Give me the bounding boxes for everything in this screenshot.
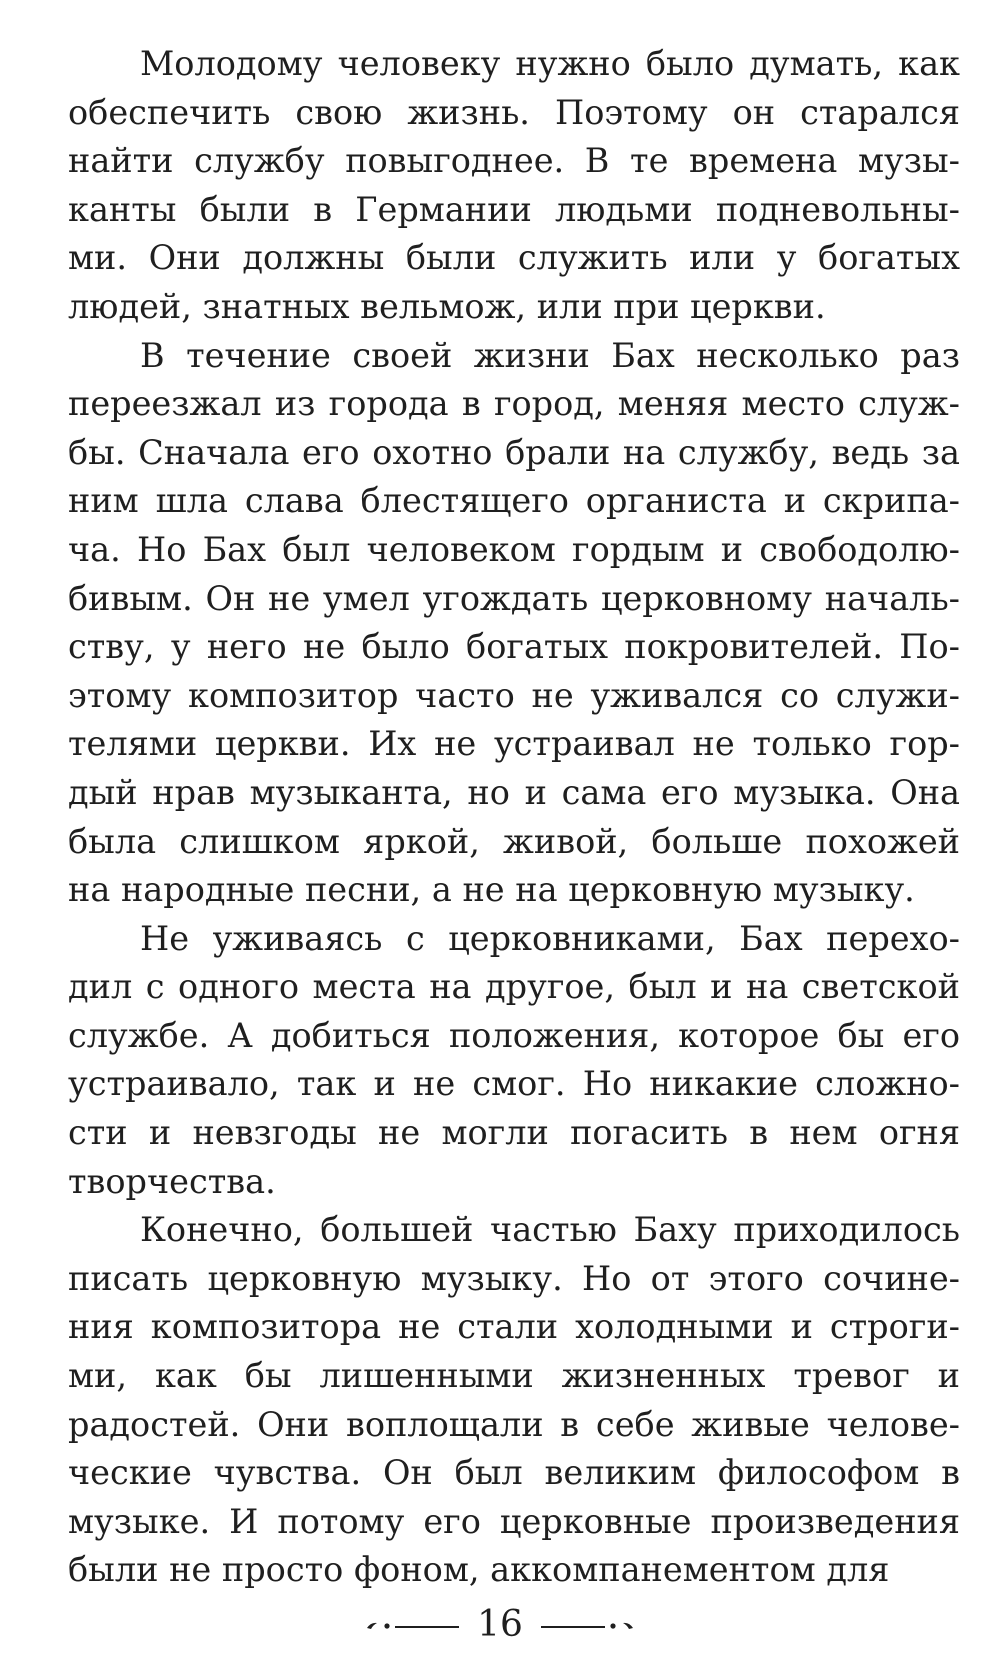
text-line: ми. Они должны были служить или у богатых xyxy=(68,238,960,278)
right-ornament-icon xyxy=(535,1617,635,1633)
text-line: радостей. Они воплощали в себе живые челове- xyxy=(68,1404,960,1444)
text-line: творчества. xyxy=(68,1161,276,1201)
text-line: телями церкви. Их не устраивал не только гор- xyxy=(68,724,960,764)
paragraph xyxy=(68,1206,960,1595)
text-line: были не просто фоном, аккомпанементом для xyxy=(68,1550,890,1590)
text-line: ния композитора не стали холодными и строги- xyxy=(68,1307,960,1347)
text-line: переезжал из города в город, меняя место служ- xyxy=(68,384,960,424)
page-body xyxy=(68,40,960,1595)
text-line: ним шла слава блестящего органиста и скрипа- xyxy=(68,481,960,521)
text-line: службе. А добиться положения, которое бы его xyxy=(68,1015,960,1055)
text-line: Молодому человеку нужно было думать, как xyxy=(140,44,960,83)
text-line: ству, у него не было богатых покровителей. По- xyxy=(68,627,960,667)
text-line: была слишком яркой, живой, больше похожей xyxy=(68,821,960,861)
text-line: ча. Но Бах был человеком гордым и свободолю- xyxy=(68,529,960,569)
paragraph xyxy=(68,40,960,332)
text-line: Не уживаясь с церковниками, Бах перехо- xyxy=(140,918,960,958)
text-line: дый нрав музыканта, но и сама его музыка. Она xyxy=(68,772,960,812)
text-line: людей, знатных вельмож, или при церкви. xyxy=(68,286,826,326)
text-line: устраивало, так и не смог. Но никакие сложно- xyxy=(68,1064,960,1104)
paragraph xyxy=(68,915,960,1207)
text-block xyxy=(68,40,960,1595)
text-line: писать церковную музыку. Но от этого сочине- xyxy=(68,1258,960,1298)
text-line: сти и невзгоды не могли погасить в нем огня xyxy=(68,1113,960,1153)
text-line: ми, как бы лишенными жизненных тревог и xyxy=(68,1356,960,1396)
left-ornament-icon xyxy=(365,1617,465,1633)
text-line: ческие чувства. Он был великим философом в xyxy=(68,1453,960,1493)
text-line: обеспечить свою жизнь. Поэтому он старался xyxy=(68,92,960,132)
text-line: канты были в Германии людьми подневольны- xyxy=(68,189,960,229)
text-line: дил с одного места на другое, был и на светской xyxy=(68,967,960,1007)
page-number: 16 xyxy=(477,1604,523,1645)
text-line: В течение своей жизни Бах несколько раз xyxy=(140,335,960,375)
text-line: на народные песни, а не на церковную музыку. xyxy=(68,870,915,910)
text-line: музыке. И потому его церковные произведения xyxy=(68,1501,960,1541)
text-line: найти службу повыгоднее. В те времена музы- xyxy=(68,141,960,181)
text-line: бы. Сначала его охотно брали на службу, ведь за xyxy=(68,432,960,472)
text-line: бивым. Он не умел угождать церковному началь- xyxy=(68,578,960,618)
paragraph xyxy=(68,332,960,915)
page-footer xyxy=(0,1600,1000,1650)
text-line: Конечно, большей частью Баху приходилось xyxy=(140,1210,960,1250)
text-line: этому композитор часто не уживался со служи- xyxy=(68,675,960,715)
